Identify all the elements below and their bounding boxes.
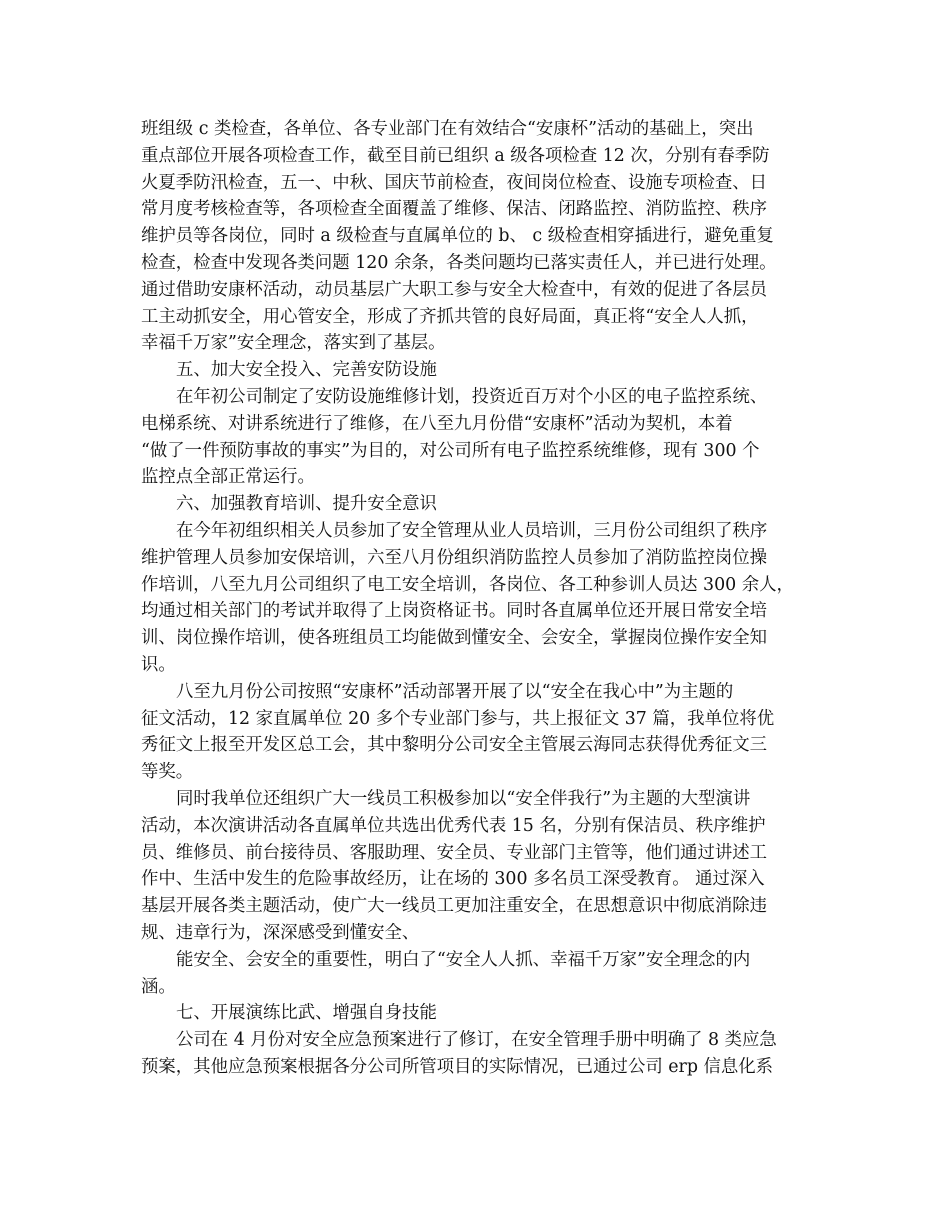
text-line: 涵。 xyxy=(141,976,176,997)
text-line: 基层开展各类主题活动，使广大一线员工更加注重安全，在思想意识中彻底消除违 xyxy=(141,896,768,917)
text-line: 训、岗位操作培训，使各班组员工均能做到懂安全、会安全，掌握岗位操作安全知 xyxy=(141,628,768,649)
text-line: 重点部位开展各项检查工作，截至目前已组织 a 级各项检查 12 次，分别有春季防 xyxy=(141,145,770,166)
text-line: 等奖。 xyxy=(141,762,194,783)
text-line: 六、加强教育培训、提升安全意识 xyxy=(176,494,437,515)
text-line: 预案，其他应急预案根据各分公司所管项目的实际情况，已通过公司 erp 信息化系 xyxy=(141,1056,774,1077)
text-line: 五、加大安全投入、完善安防设施 xyxy=(176,360,437,381)
text-line: 规、违章行为，深深感受到懂安全、 xyxy=(141,922,420,943)
text-line: “做了一件预防事故的事实”为目的，对公司所有电子监控系统维修，现有 300 个 xyxy=(141,440,760,461)
text-line: 维护管理人员参加安保培训，六至八月份组织消防监控人员参加了消防监控岗位操 xyxy=(141,547,768,568)
text-line: 班组级 c 类检查，各单位、各专业部门在有效结合“安康杯”活动的基础上，突出 xyxy=(141,119,754,139)
text-line: 电梯系统、对讲系统进行了维修，在八至九月份借“安康杯”活动为契机，本着 xyxy=(141,413,733,434)
text-line: 同时我单位还组织广大一线员工积极参加以“安全伴我行”为主题的大型演讲 xyxy=(176,788,751,809)
text-line: 火夏季防汛检查，五一、中秋、国庆节前检查，夜间岗位检查、设施专项检查、日 xyxy=(141,172,768,193)
text-line: 均通过相关部门的考试并取得了上岗资格证书。同时各直属单位还开展日常安全培 xyxy=(141,601,768,622)
text-line: 维护员等各岗位，同时 a 级检查与直属单位的 b、 c 级检查相穿插进行，避免重复 xyxy=(141,226,774,247)
text-line: 通过借助安康杯活动，动员基层广大职工参与安全大检查中，有效的促进了各层员 xyxy=(141,279,768,300)
text-line: 活动，本次演讲活动各直属单位共选出优秀代表 15 名，分别有保洁员、秩序维护 xyxy=(141,815,766,836)
text-line: 监控点全部正常运行。 xyxy=(141,467,315,488)
text-line: 工主动抓安全，用心管安全，形成了齐抓共管的良好局面，真正将“安全人人抓， xyxy=(141,306,759,327)
text-line: 在今年初组织相关人员参加了安全管理从业人员培训，三月份公司组织了秩序 xyxy=(176,520,768,541)
text-line: 员、维修员、前台接待员、客服助理、安全员、专业部门主管等，他们通过讲述工 xyxy=(141,842,768,863)
text-line: 作中、生活中发生的危险事故经历，让在场的 300 多名员工深受教育。 通过深入 xyxy=(141,869,765,890)
text-line: 八至九月份公司按照“安康杯”活动部署开展了以“安全在我心中”为主题的 xyxy=(176,681,734,702)
text-line: 检查，检查中发现各类问题 120 余条，各类问题均已落实责任人，并已进行处理。 xyxy=(141,252,777,273)
text-line: 公司在 4 月份对安全应急预案进行了修订，在安全管理手册中明确了 8 类应急 xyxy=(176,1030,777,1051)
text-line: 识。 xyxy=(141,654,176,675)
text-line: 幸福千万家”安全理念，落实到了基层。 xyxy=(141,333,446,354)
text-line: 七、开展演练比武、增强自身技能 xyxy=(176,1003,437,1024)
text-line: 征文活动，12 家直属单位 20 多个专业部门参与，共上报征文 37 篇，我单位将优 xyxy=(141,708,775,729)
text-line: 秀征文上报至开发区总工会，其中黎明分公司安全主管展云海同志获得优秀征文三 xyxy=(141,735,768,756)
text-line: 作培训，八至九月公司组织了电工安全培训，各岗位、各工种参训人员达 300 余人， xyxy=(141,574,794,595)
text-line: 能安全、会安全的重要性，明白了“安全人人抓、幸福千万家”安全理念的内 xyxy=(176,949,751,970)
text-line: 常月度考核检查等，各项检查全面覆盖了维修、保洁、闭路监控、消防监控、秩序 xyxy=(141,199,768,220)
text-line: 在年初公司制定了安防设施维修计划，投资近百万对个小区的电子监控系统、 xyxy=(176,386,768,407)
document-body xyxy=(141,116,817,1081)
